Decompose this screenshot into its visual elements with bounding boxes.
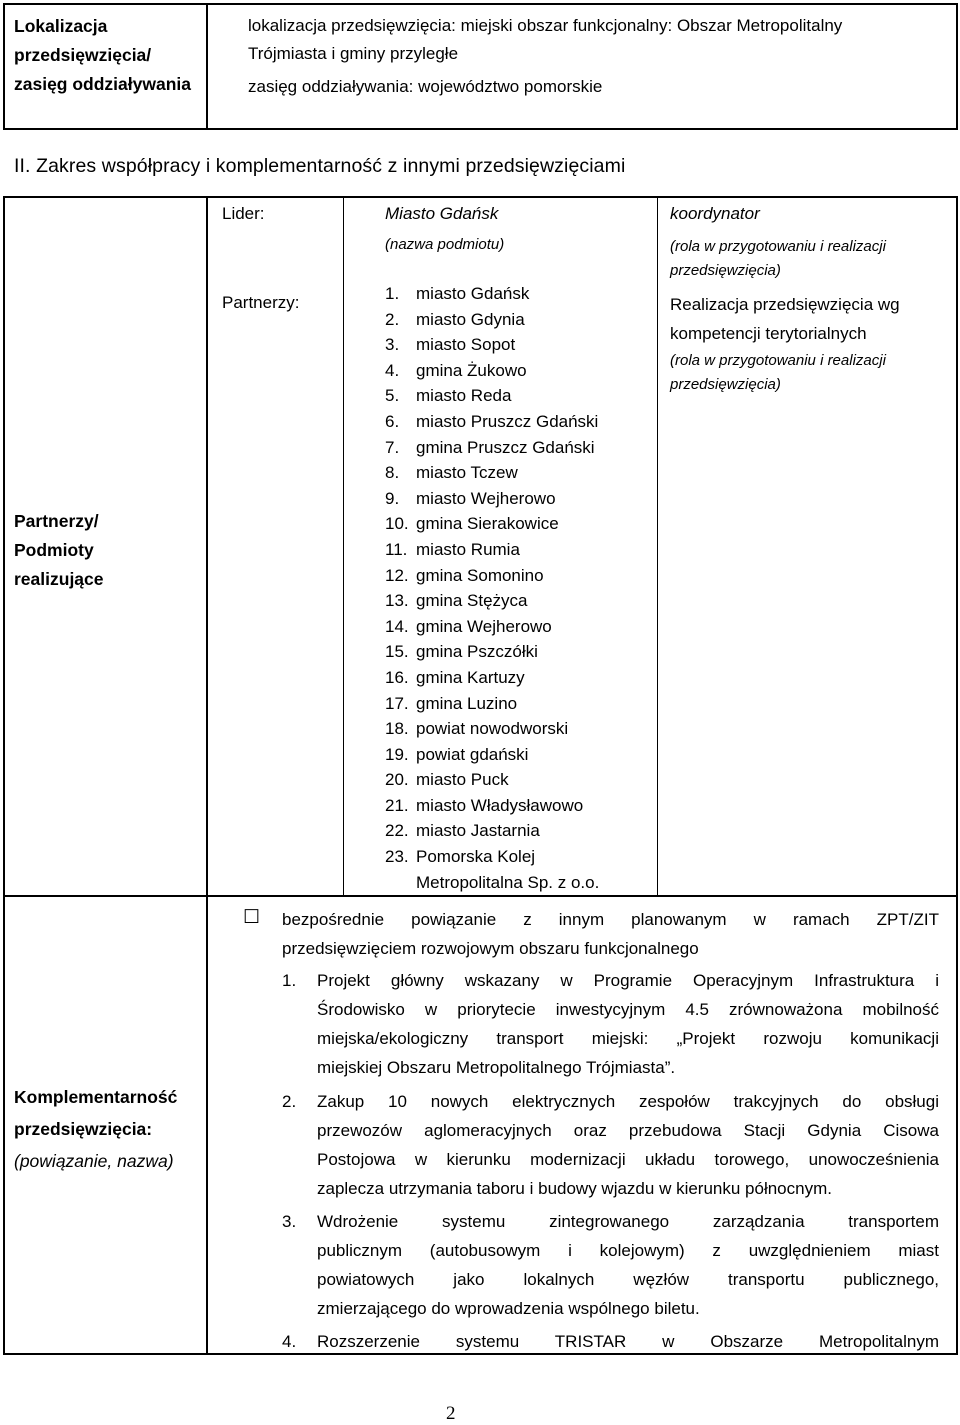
location-line-1: lokalizacja przedsięwzięcia: miejski obszar funkcjonalny: Obszar Metropolitalny xyxy=(248,16,843,35)
partner-name: miasto Gdańsk xyxy=(416,284,530,303)
partner-item xyxy=(385,716,599,742)
location-line-2: Trójmiasta i gminy przyległe xyxy=(248,44,459,63)
partner-name: gmina Pszczółki xyxy=(416,642,538,662)
partner-name: gmina Stężyca xyxy=(416,591,528,611)
partner-item xyxy=(385,511,599,537)
partners-label-line: realizujące xyxy=(14,569,104,589)
partner-item xyxy=(385,563,599,589)
partner-number: 16. xyxy=(385,667,409,687)
partner-item xyxy=(385,793,599,819)
complementarity-item-line: przewozów aglomeracyjnych oraz przebudowa Stacji Gdynia Cisowa xyxy=(317,1121,939,1140)
location-label: Lokalizacja przedsięwzięcia/ zasięg oddziaływania xyxy=(14,16,191,94)
partner-item xyxy=(385,460,599,486)
partner-number: 10. xyxy=(385,514,409,534)
partner-name: miasto Jastarnia xyxy=(416,821,540,841)
partner-name: miasto Władysławowo xyxy=(416,795,584,815)
partner-item xyxy=(385,767,599,793)
impact-range-line: zasięg oddziaływania: województwo pomorskie xyxy=(248,77,603,96)
partner-role xyxy=(670,290,900,348)
complementarity-item-number: 1. xyxy=(282,971,297,990)
partner-item xyxy=(385,639,599,665)
partner-item xyxy=(385,307,599,333)
checkbox-text-line: przedsięwzięciem rozwojowym obszaru funkcjonalnego xyxy=(282,939,699,958)
role-hint-line: (rola w przygotowaniu i realizacji xyxy=(670,238,886,255)
complementarity-item-number: 4. xyxy=(282,1332,297,1351)
partner-number: 18. xyxy=(385,719,409,739)
lider-label: Lider: xyxy=(222,204,265,223)
partner-number: 6. xyxy=(385,411,400,431)
complementarity-item-line: Postojowa w kierunku modernizacji układu torowego, unowocześnienia xyxy=(317,1150,939,1169)
partner-number: 17. xyxy=(385,693,409,713)
partner-name: gmina Kartuzy xyxy=(416,667,525,687)
partner-number: 20. xyxy=(385,770,409,790)
partner-item xyxy=(385,435,599,461)
lider-role-hint xyxy=(670,235,886,283)
partner-name: miasto Sopot xyxy=(416,335,516,355)
partner-number: 13. xyxy=(385,591,409,611)
complementarity-item-line: Środowisko w priorytecie inwestycyjnym 4.5 zrównoważona mobilność xyxy=(317,1000,939,1019)
partner-name: gmina Pruszcz Gdański xyxy=(416,437,595,457)
complementarity-item-line: miejska/ekologiczny transport miejski: „Projekt rozwoju komunikacji xyxy=(317,1029,939,1048)
partner-name: miasto Reda xyxy=(416,386,512,406)
partner-number: 8. xyxy=(385,463,400,483)
complementarity-item-line: miejskiej Obszaru Metropolitalnego Trójmiasta”. xyxy=(317,1058,676,1077)
lider-name-hint: (nazwa podmiotu) xyxy=(385,236,505,253)
partner-name: miasto Wejherowo xyxy=(416,488,556,508)
partner-item xyxy=(385,844,599,870)
role-hint-line: przedsięwzięcia) xyxy=(670,376,781,393)
partner-number: 2. xyxy=(385,309,400,329)
complementarity-label-line: przedsięwzięcia: xyxy=(14,1119,153,1139)
partner-name: miasto Gdynia xyxy=(416,309,525,329)
partner-name: miasto Tczew xyxy=(416,463,518,483)
partner-item xyxy=(385,358,599,384)
partner-role-hint xyxy=(670,349,886,397)
lider-role: koordynator xyxy=(670,204,760,223)
complementarity-label-hint: (powiązanie, nazwa) xyxy=(14,1151,174,1171)
partner-item-continuation: Metropolitalna Sp. z o.o. xyxy=(416,872,600,892)
complementarity-item-line: Zakup 10 nowych elektrycznych zespołów trakcyjnych do obsługi xyxy=(317,1092,939,1111)
partner-item xyxy=(385,588,599,614)
partners-label-line: Podmioty xyxy=(14,540,94,560)
partner-item xyxy=(385,409,599,435)
partner-number: 15. xyxy=(385,642,409,662)
partner-name: miasto Pruszcz Gdański xyxy=(416,411,599,431)
partner-number: 3. xyxy=(385,335,400,355)
partner-name: miasto Puck xyxy=(416,770,509,790)
partner-item xyxy=(385,281,599,307)
partner-item xyxy=(385,332,599,358)
location-table-divider xyxy=(206,3,208,130)
partner-name: Pomorska Kolej xyxy=(416,847,536,867)
complementarity-item-line: zaplecza utrzymania taboru i budowy wjazdu w kierunku północnym. xyxy=(317,1179,832,1198)
partner-number: 14. xyxy=(385,616,409,636)
checkbox-text-line: bezpośrednie powiązanie z innym planowanym w ramach ZPT/ZIT xyxy=(282,910,939,929)
partner-number: 1. xyxy=(385,284,400,303)
partner-name: powiat nowodworski xyxy=(416,719,569,739)
partner-item xyxy=(385,691,599,717)
complementarity-label xyxy=(14,1081,177,1177)
partner-item xyxy=(385,742,599,768)
partner-item xyxy=(385,486,599,512)
partner-item xyxy=(385,383,599,409)
location-value xyxy=(248,12,948,106)
checkbox-text xyxy=(282,905,939,963)
partners-col-divider-1 xyxy=(343,196,344,896)
section-heading: II. Zakres współpracy i komplementarność z innymi przedsięwzięciami xyxy=(14,155,626,177)
partners-section-label xyxy=(14,507,104,594)
main-col-divider xyxy=(206,196,208,1355)
partner-name: gmina Sierakowice xyxy=(416,514,559,534)
partner-number: 12. xyxy=(385,565,409,585)
page-number: 2 xyxy=(446,1403,456,1424)
partner-number: 4. xyxy=(385,360,400,380)
partner-number: 19. xyxy=(385,744,409,764)
role-hint-line: przedsięwzięcia) xyxy=(670,262,781,279)
partner-number: 23. xyxy=(385,847,409,867)
complementarity-item-line: powiatowych jako lokalnych węzłów transportu publicznego, xyxy=(317,1270,939,1289)
complementarity-item-line: publicznym (autobusowym i kolejowym) z uwzględnieniem miast xyxy=(317,1241,939,1260)
role-hint-line: (rola w przygotowaniu i realizacji xyxy=(670,352,886,369)
partner-name: gmina Somonino xyxy=(416,565,544,585)
partner-number: 9. xyxy=(385,488,400,508)
partner-number: 5. xyxy=(385,386,400,406)
partner-name: gmina Luzino xyxy=(416,693,518,713)
partner-item xyxy=(385,537,599,563)
partner-number: 11. xyxy=(385,539,408,559)
complementarity-item-number: 2. xyxy=(282,1092,297,1111)
partners-label-line: Partnerzy/ xyxy=(14,511,99,531)
partner-number: 7. xyxy=(385,437,400,457)
partner-item xyxy=(385,665,599,691)
partner-name: powiat gdański xyxy=(416,744,529,764)
partner-name: gmina Żukowo xyxy=(416,360,527,380)
complementarity-item-line: Wdrożenie systemu zintegrowanego zarządzania transportem xyxy=(317,1212,939,1231)
partner-role-line: Realizacja przedsięwzięcia wg xyxy=(670,295,900,314)
complementarity-item-line: Projekt główny wskazany w Programie Operacyjnym Infrastruktura i xyxy=(317,971,939,990)
complementarity-item-line: zmierzającego do wprowadzenia wspólnego biletu. xyxy=(317,1299,700,1318)
partner-role-line: kompetencji terytorialnych xyxy=(670,324,867,343)
partner-number: 21. xyxy=(385,795,409,815)
row-divider xyxy=(3,895,958,897)
complementarity-item-line: Rozszerzenie systemu TRISTAR w Obszarze Metropolitalnym xyxy=(317,1332,939,1351)
partners-label: Partnerzy: xyxy=(222,293,300,312)
partners-list xyxy=(385,281,599,895)
partners-col-divider-2 xyxy=(657,196,658,896)
partner-item xyxy=(385,614,599,640)
partner-name: gmina Wejherowo xyxy=(416,616,552,636)
complementarity-item-number: 3. xyxy=(282,1212,297,1231)
partner-item xyxy=(385,818,599,844)
checkbox-icon[interactable]: ☐ xyxy=(243,907,261,928)
complementarity-label-line: Komplementarność xyxy=(14,1087,178,1107)
partner-name: miasto Rumia xyxy=(416,539,520,559)
lider-name: Miasto Gdańsk xyxy=(385,204,499,223)
partner-number: 22. xyxy=(385,821,409,841)
